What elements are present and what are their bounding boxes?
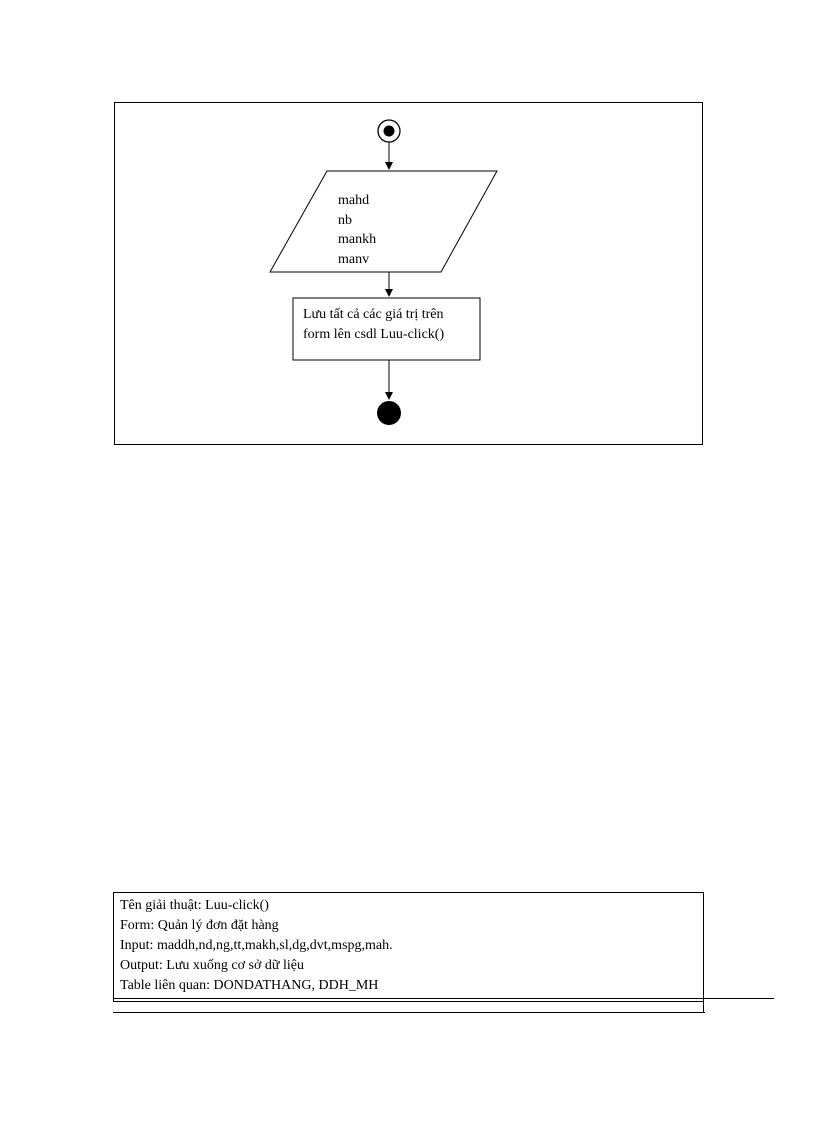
algorithm-tables: Table liên quan: DONDATHANG, DDH_MH bbox=[120, 978, 379, 993]
end-node bbox=[377, 401, 401, 425]
input-parallelogram bbox=[270, 171, 497, 272]
input-field-label: manv bbox=[338, 252, 370, 267]
algorithm-input: Input: maddh,nd,ng,tt,makh,sl,dg,dvt,mspg,mah. bbox=[120, 938, 393, 953]
process-label-line2: form lên csdl Luu-click() bbox=[303, 327, 445, 342]
divider-line bbox=[703, 1000, 704, 1013]
algorithm-form: Form: Quản lý đơn đặt hàng bbox=[120, 918, 279, 933]
input-field-label: nb bbox=[338, 213, 352, 228]
algorithm-name: Tên giải thuật: Luu-click() bbox=[120, 898, 269, 913]
input-field-label: mankh bbox=[338, 232, 377, 247]
divider-line bbox=[113, 1012, 705, 1013]
start-node-dot bbox=[384, 126, 395, 137]
input-field-label: mahd bbox=[338, 193, 370, 208]
process-label-line1: Lưu tất cả các giá trị trên bbox=[303, 307, 444, 322]
flowchart-diagram bbox=[0, 0, 816, 470]
process-label bbox=[303, 305, 478, 345]
algorithm-output: Output: Lưu xuống cơ sở dữ liệu bbox=[120, 958, 304, 973]
algorithm-info-box bbox=[113, 892, 704, 1002]
divider-line bbox=[113, 998, 774, 999]
